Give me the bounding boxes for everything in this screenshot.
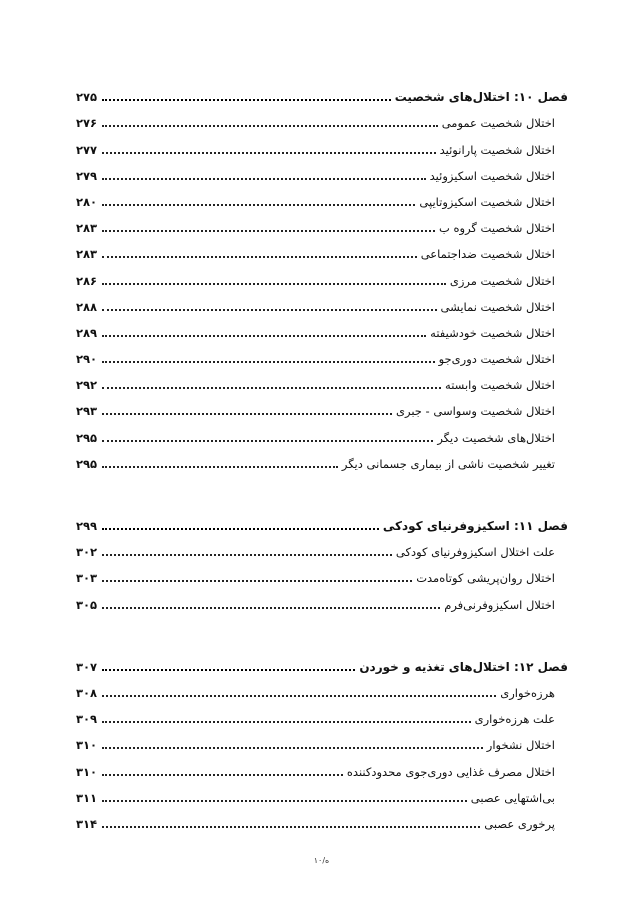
page-number: ۲۸۰	[76, 194, 98, 209]
dot-leader	[102, 98, 391, 101]
toc-entry	[76, 366, 568, 392]
toc-entry	[76, 779, 568, 805]
entry-title: اختلال شخصیت خودشیفته	[430, 325, 555, 340]
page-number: ۳۰۵	[76, 597, 98, 612]
dot-leader	[102, 151, 436, 154]
entry-title: اختلال شخصیت وابسته	[445, 378, 555, 393]
page-number: ۲۹۵	[76, 430, 98, 445]
chapter-12	[76, 648, 568, 831]
dot-leader	[102, 124, 438, 127]
entry-title: اختلال مصرف غذایی دوری‌جوی محدودکننده	[346, 764, 555, 779]
page-number: ۲۸۸	[76, 299, 98, 314]
entry-title: هرزه‌خواری	[500, 685, 555, 700]
dot-leader	[102, 799, 467, 802]
page-number: ۲۹۰	[76, 352, 98, 367]
toc-entry	[76, 418, 568, 444]
entry-title: اختلال شخصیت مرزی	[449, 273, 555, 288]
chapter-10	[76, 78, 568, 471]
dot-leader	[102, 694, 496, 697]
page-number: ۳۱۰	[76, 738, 98, 753]
page-number: ۳۱۰	[76, 764, 98, 779]
entry-title: اختلال شخصیت دوری‌جو	[438, 352, 555, 367]
page-footer-number: ه/۱۰	[313, 856, 330, 865]
page-number: ۳۱۴	[76, 816, 98, 831]
entry-title: اختلال شخصیت اسکیزوئید	[429, 168, 555, 183]
page-number: ۲۸۳	[76, 221, 98, 236]
toc-entry	[76, 445, 568, 471]
toc-entry	[76, 209, 568, 235]
toc-entry	[76, 533, 568, 559]
page-number: ۲۸۶	[76, 273, 98, 288]
dot-leader	[102, 720, 471, 723]
toc-entry	[76, 674, 568, 700]
page-number: ۲۷۹	[76, 168, 98, 183]
toc-entry	[76, 392, 568, 418]
toc-entry	[76, 261, 568, 287]
toc-entry	[76, 340, 568, 366]
toc-entry	[76, 585, 568, 611]
toc-entry	[76, 130, 568, 156]
entry-title: اختلال شخصیت گروه ب	[439, 221, 555, 236]
page-number: ۳۰۹	[76, 712, 98, 727]
page-number: ۳۰۷	[76, 659, 98, 674]
entry-title: اختلال شخصیت پارانوئید	[439, 142, 555, 157]
dot-leader	[102, 203, 415, 206]
toc-entry	[76, 314, 568, 340]
page-number: ۳۰۸	[76, 685, 98, 700]
page-number: ۲۸۹	[76, 325, 98, 340]
dot-leader	[102, 439, 433, 442]
toc-entry	[76, 726, 568, 752]
page-number: ۲۹۲	[76, 378, 98, 393]
dot-leader	[102, 282, 446, 285]
dot-leader	[102, 773, 343, 776]
entry-title: اختلال شخصیت ضداجتماعی	[420, 247, 555, 262]
dot-leader	[102, 825, 480, 828]
toc-entry	[76, 752, 568, 778]
table-of-contents	[76, 78, 568, 831]
chapter-heading	[76, 78, 568, 104]
toc-entry	[76, 183, 568, 209]
entry-title: اختلال شخصیت نمایشی	[440, 299, 555, 314]
page-number: ۲۷۷	[76, 142, 98, 157]
dot-leader	[102, 412, 392, 415]
dot-leader	[102, 606, 440, 609]
dot-leader	[102, 255, 417, 258]
entry-title: اختلال روان‌پریشی کوتاه‌مدت	[416, 571, 555, 586]
toc-entry	[76, 700, 568, 726]
page-number: ۲۷۵	[76, 90, 98, 105]
dot-leader	[102, 360, 435, 363]
toc-entry	[76, 157, 568, 183]
dot-leader	[102, 553, 392, 556]
dot-leader	[102, 465, 338, 468]
page-number: ۳۱۱	[76, 790, 98, 805]
dot-leader	[102, 386, 441, 389]
dot-leader	[102, 229, 435, 232]
entry-title: اختلال‌های شخصیت دیگر	[437, 430, 555, 445]
chapter-heading	[76, 648, 568, 674]
chapter-11	[76, 507, 568, 612]
chapter-title: فصل ۱۲: اختلال‌های تغذیه و خوردن	[359, 659, 568, 674]
dot-leader	[102, 527, 379, 530]
dot-leader	[102, 177, 426, 180]
entry-title: اختلال نشخوار	[486, 738, 555, 753]
page-number: ۲۹۹	[76, 519, 98, 533]
page-number: ۲۸۳	[76, 247, 98, 262]
entry-title: تغییر شخصیت ناشی از بیماری جسمانی دیگر	[341, 456, 555, 471]
entry-title: علت هرزه‌خواری	[474, 712, 555, 727]
entry-title: بی‌اشتهایی عصبی	[470, 790, 555, 805]
toc-entry	[76, 288, 568, 314]
dot-leader	[102, 668, 355, 671]
page-number: ۲۹۳	[76, 404, 98, 419]
dot-leader	[102, 334, 426, 337]
chapter-title: فصل ۱۰: اختلال‌های شخصیت	[394, 90, 568, 105]
toc-entry	[76, 104, 568, 130]
entry-title: اختلال شخصیت وسواسی - جبری	[395, 404, 555, 419]
dot-leader	[102, 308, 437, 311]
chapter-title: فصل ۱۱: اسکیزوفرنیای کودکی	[382, 519, 568, 533]
toc-entry	[76, 805, 568, 831]
chapter-heading	[76, 507, 568, 533]
page-number: ۲۹۵	[76, 456, 98, 471]
page-number: ۲۷۶	[76, 116, 98, 131]
dot-leader	[102, 579, 412, 582]
entry-title: اختلال شخصیت اسکیزوتایپی	[419, 194, 555, 209]
toc-entry	[76, 235, 568, 261]
dot-leader	[102, 746, 483, 749]
entry-title: پرخوری عصبی	[484, 816, 555, 831]
page-number: ۳۰۲	[76, 545, 98, 560]
entry-title: علت اختلال اسکیزوفرنیای کودکی	[395, 545, 555, 560]
page-number: ۳۰۳	[76, 571, 98, 586]
entry-title: اختلال شخصیت عمومی	[441, 116, 555, 131]
entry-title: اختلال اسکیزوفرنی‌فرم	[444, 597, 555, 612]
toc-entry	[76, 559, 568, 585]
